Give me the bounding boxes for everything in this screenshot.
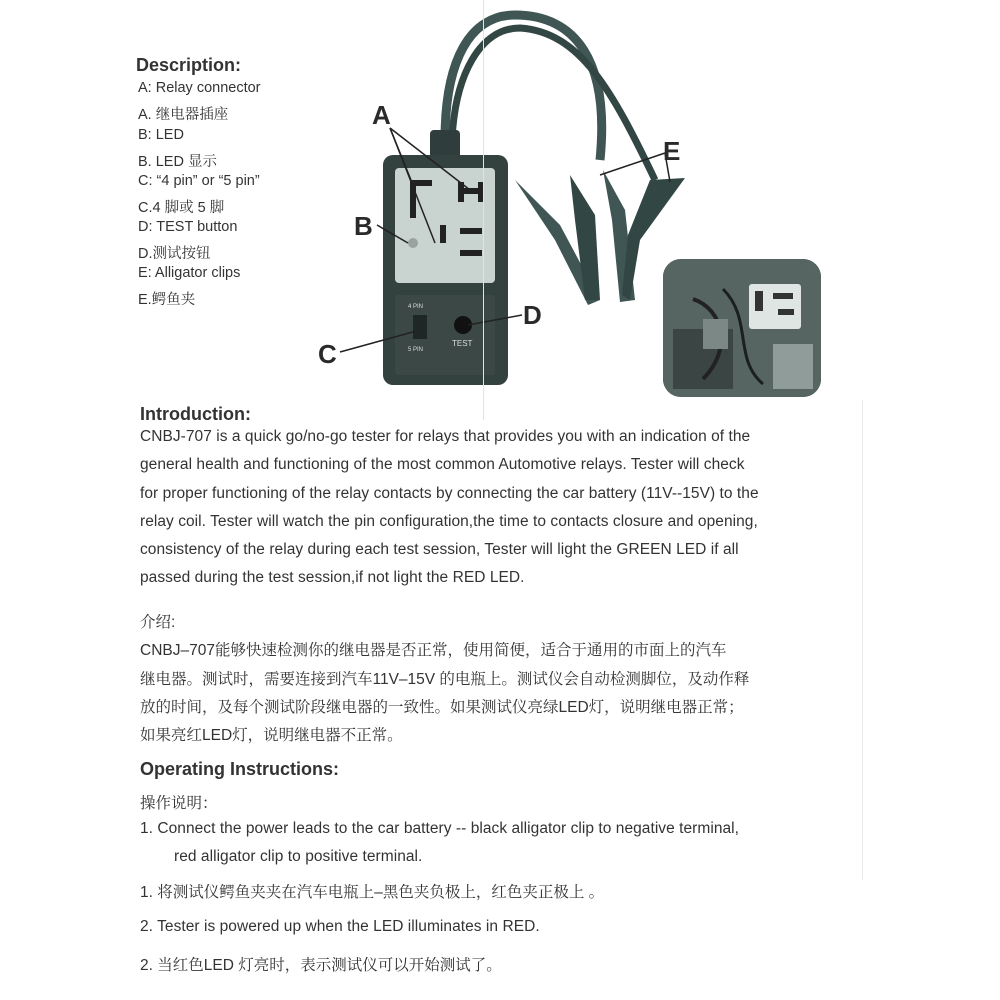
callout-a: A xyxy=(372,100,391,130)
step-2-cn: 2. 当红色LED 灯亮时，表示测试仪可以开始测试了。 xyxy=(140,957,502,974)
label-4pin: 4 PIN xyxy=(408,304,424,310)
description-line: C: “4 pin” or “5 pin” xyxy=(138,173,260,189)
introduction-heading: Introduction: xyxy=(140,404,251,424)
description-line: E: Alligator clips xyxy=(138,265,241,281)
description-line: B: LED xyxy=(138,127,184,143)
introduction-line: for proper functioning of the relay contacts by connecting the car battery (11V--15V) to the xyxy=(140,485,759,502)
step-2-en: 2. Tester is powered up when the LED illuminates in RED. xyxy=(140,918,540,935)
introduction-line: CNBJ-707 is a quick go/no-go tester for relays that provides you with an indication of the xyxy=(140,428,751,445)
step-1-en-continued: red alligator clip to positive terminal. xyxy=(174,848,423,865)
introduction-cn-line: CNBJ–707能够快速检测你的继电器是否正常，使用简便，适合于通用的市面上的汽车 xyxy=(140,642,727,659)
operating-heading: Operating Instructions: xyxy=(140,759,340,779)
introduction-cn-line: 放的时间，及每个测试阶段继电器的一致性。如果测试仪亮绿LED灯，说明继电器正常； xyxy=(140,699,744,716)
callout-b: B xyxy=(354,211,373,241)
callout-d: D xyxy=(523,300,542,330)
description-line: B. LED 显示 xyxy=(138,154,217,170)
cable xyxy=(445,15,602,160)
operating-cn-heading: 操作说明： xyxy=(140,795,218,812)
callout-e: E xyxy=(663,136,681,166)
pin-switch xyxy=(413,315,427,339)
description-line: C.4 脚或 5 脚 xyxy=(138,200,225,216)
description-heading: Description: xyxy=(136,55,242,75)
alligator-clip-black xyxy=(570,175,600,300)
led-indicator xyxy=(408,238,418,248)
description-line: D: TEST button xyxy=(138,219,238,235)
usage-photo-art xyxy=(663,259,821,397)
label-test: TEST xyxy=(452,339,473,348)
description-line: A. 继电器插座 xyxy=(138,107,229,123)
introduction-line: relay coil. Tester will watch the pin configuration,the time to contacts closure and opening, xyxy=(140,513,758,530)
callout-c: C xyxy=(318,339,337,369)
step-1-cn: 1. 将测试仪鳄鱼夹夹在汽车电瓶上–黑色夹负极上，红色夹正极上 。 xyxy=(140,884,605,901)
description-line: A: Relay connector xyxy=(138,80,261,96)
introduction-line: passed during the test session,if not light the RED LED. xyxy=(140,569,525,586)
label-5pin: 5 PIN xyxy=(408,347,424,353)
introduction-line: consistency of the relay during each test session, Tester will light the GREEN LED if all xyxy=(140,541,739,558)
scan-line xyxy=(862,400,863,880)
introduction-line: general health and functioning of the most common Automotive relays. Tester will check xyxy=(140,456,745,473)
scan-line xyxy=(483,0,484,420)
description-line: E.鳄鱼夹 xyxy=(138,292,196,308)
step-1-en: 1. Connect the power leads to the car battery -- black alligator clip to negative terminal, xyxy=(140,820,740,837)
introduction-cn-line: 如果亮红LED灯，说明继电器不正常。 xyxy=(140,727,403,744)
relay-tester-illustration xyxy=(0,0,1000,400)
introduction-cn-heading: 介绍: xyxy=(140,614,176,631)
description-line: D.测试按钮 xyxy=(138,246,211,262)
usage-photo xyxy=(663,259,821,397)
introduction-cn-line: 继电器。测试时，需要连接到汽车11V–15V 的电瓶上。测试仪会自动检测脚位，及动作释 xyxy=(140,671,750,688)
